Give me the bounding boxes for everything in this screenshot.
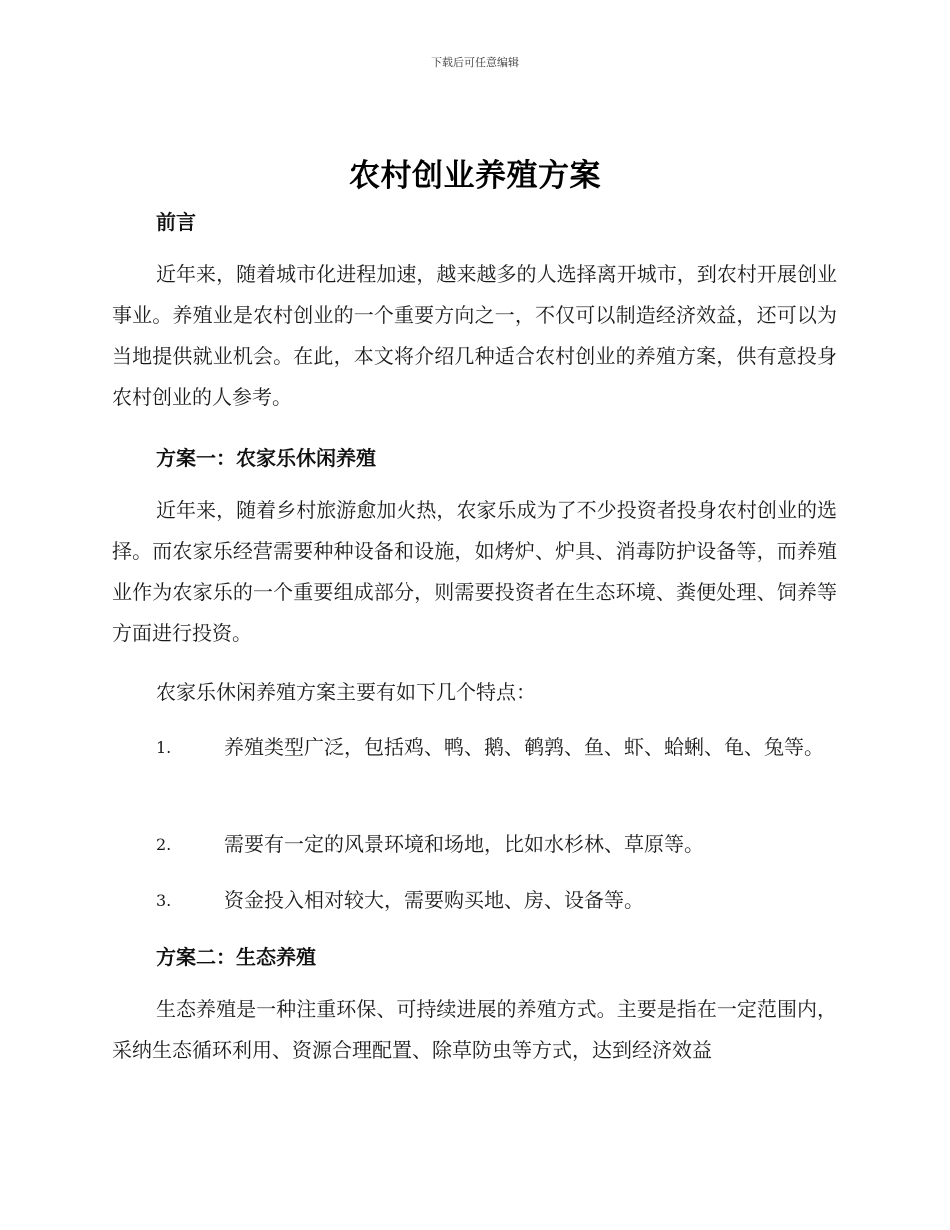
plan1-paragraph: 近年来，随着乡村旅游愈加火热，农家乐成为了不少投资者投身农村创业的选择。而农家乐经营需要种种设备和设施，如烤炉、炉具、消毒防护设备等，而养殖业作为农家乐的一个重要组成部分，则需要投资者在生态环境、粪便处理、饲养等方面进行投资。: [112, 498, 837, 645]
list-item: [112, 824, 837, 865]
list-number: 3.: [156, 891, 172, 910]
plan2-paragraph: 生态养殖是一种注重环保、可持续进展的养殖方式。主要是指在一定范围内，采纳生态循环利用、资源合理配置、除草防虫等方式，达到经济效益: [112, 997, 837, 1062]
list-number: 2.: [156, 835, 172, 854]
preface-heading: 前言: [156, 210, 196, 234]
preface-paragraph: 近年来，随着城市化进程加速，越来越多的人选择离开城市，到农村开展创业事业。养殖业是农村创业的一个重要方向之一，不仅可以制造经济效益，还可以为当地提供就业机会。在此，本文将介绍几种适合农村创业的养殖方案，供有意投身农村创业的人参考。: [112, 262, 837, 409]
plan2-heading: 方案二：生态养殖: [156, 945, 316, 969]
list-text: 养殖类型广泛，包括鸡、鸭、鹅、鹌鹑、鱼、虾、蛤蜊、龟、兔等。: [224, 735, 824, 759]
list-item: [112, 880, 837, 921]
list-text: 需要有一定的风景环境和场地，比如水杉林、草原等。: [224, 832, 704, 856]
plan1-heading: 方案一：农家乐休闲养殖: [156, 446, 376, 470]
list-number: 1.: [156, 738, 172, 757]
page-header-note: 下载后可任意编辑: [431, 56, 519, 69]
list-text: 资金投入相对较大，需要购买地、房、设备等。: [224, 888, 644, 912]
document-title: 农村创业养殖方案: [349, 158, 601, 194]
plan1-intro: 农家乐休闲养殖方案主要有如下几个特点：: [156, 680, 536, 704]
list-item: [112, 727, 837, 768]
